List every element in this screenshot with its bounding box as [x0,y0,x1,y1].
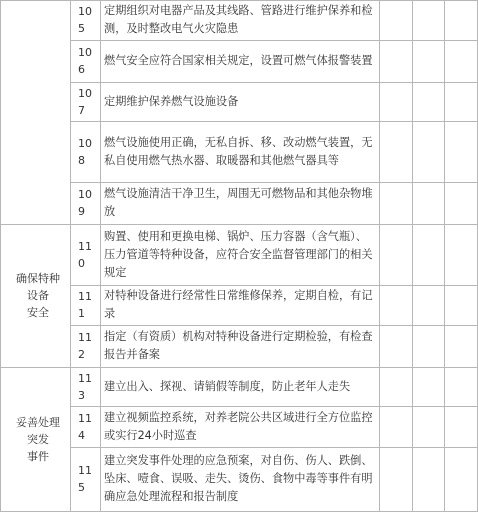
item-number: 10 5 [78,5,92,35]
item-number: 10 7 [78,86,92,117]
item-number: 11 3 [78,371,92,402]
item-text: 建立突发事件处理的应急预案，对自伤、伤人、跌倒、坠床、噎食、误吸、走失、烫伤、食物中毒等事件有明确应急处理流程和报告制度 [104,454,373,503]
column-divider [70,0,71,512]
item-text: 定期组织对电器产品及其线路、管路进行维护保养和检测，及时整改电气火灾隐患 [104,4,373,35]
item-text: 燃气设施清洁干净卫生，周围无可燃物品和其他杂物堆放 [104,187,373,218]
item-text: 指定（有资质）机构对特种设备进行定期检验，有检查报告并备案 [104,330,373,361]
item-text: 建立视频监控系统，对养老院公共区域进行全方位监控或实行24小时巡查 [104,410,373,442]
category-special-equipment: 确保特种 设备 安全 [16,272,60,319]
item-text: 燃气设施使用正确，无私自拆、移、改动燃气装置，无私自使用燃气热水器、取暖器和其他燃气器具等 [104,135,373,167]
item-number: 10 9 [78,188,92,218]
item-text: 定期维护保养燃气设施设备 [104,94,239,108]
item-number: 11 0 [78,239,92,270]
item-number: 11 4 [78,411,92,442]
column-divider [412,0,413,512]
item-number: 10 8 [78,136,92,167]
item-text: 燃气安全应符合国家相关规定，设置可燃气体报警装置 [104,54,373,67]
item-text: 购置、使用和更换电梯、锅炉、压力容器（含气瓶）、压力管道等特种设备，应符合安全监督管理部门的相关规定 [104,229,373,279]
column-divider [100,0,101,512]
category-emergency-handling: 妥善处理 突发 事件 [16,415,60,463]
column-divider [379,0,380,512]
item-number: 11 2 [78,331,92,361]
item-text: 对特种设备进行经常性日常维修保养，定期自检，有记录 [104,289,373,320]
item-text: 建立出入、探视、请销假等制度，防止老年人走失 [104,379,351,393]
item-number: 10 6 [78,46,92,76]
item-number: 11 5 [78,464,92,494]
column-divider [0,0,1,512]
column-divider [444,0,445,512]
item-number: 11 1 [78,290,92,320]
